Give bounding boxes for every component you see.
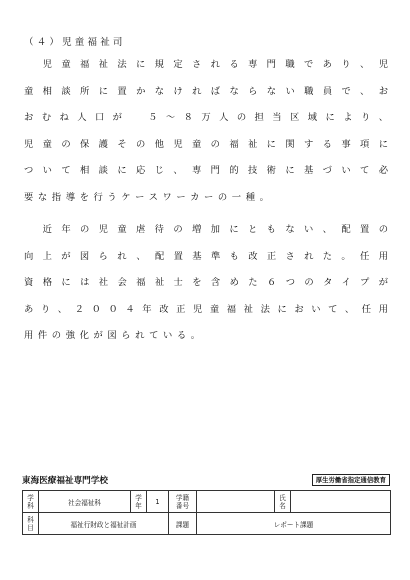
text-line: ついて相談に応じ、専門的技術に基づいて必: [24, 165, 388, 176]
paragraph-2: [24, 217, 388, 350]
accreditation-badge: 厚生労働省指定通信教育: [312, 474, 390, 486]
text-line: 児童福祉法に規定される専門職であり、児: [24, 59, 388, 70]
text-line: 近年の児童虐待の増加にともない、配置の: [24, 224, 388, 235]
text-line: 童相談所に置かなければならない職員で、お: [24, 85, 388, 97]
text-line: 向上が図られ、配置基準も改正された。任用: [24, 250, 388, 262]
dept-value: 社会福祉科: [39, 491, 131, 513]
dept-label: 学 科: [23, 491, 39, 513]
name-field[interactable]: [291, 491, 391, 513]
text-line: 児童の保護その他児童の福祉に関する事項に: [24, 138, 388, 150]
subject-value: 福祉行財政と福祉計画: [39, 513, 169, 535]
assignment-value: レポート課題: [197, 513, 391, 535]
school-name: 東海医療福祉専門学校: [22, 476, 108, 486]
year-value: 1: [147, 491, 169, 513]
text-line: 要な指導を行うケースワーカーの一種。: [24, 191, 274, 203]
subject-label: 科 目: [23, 513, 39, 535]
text-line: あり、２００４年改正児童福祉法において、任用: [24, 303, 388, 315]
student-no-label: 学籍 番号: [169, 491, 197, 513]
assignment-label: 課題: [169, 513, 197, 535]
text-line: 用件の強化が図られている。: [24, 330, 205, 341]
text-line: おむね人口が ５～８万人の担当区域により、: [24, 112, 388, 123]
name-label: 氏 名: [275, 491, 291, 513]
section-heading: （４）児童福祉司: [24, 37, 126, 48]
year-label: 学 年: [131, 491, 147, 513]
student-info-table: [22, 490, 391, 535]
table-row: [23, 513, 391, 535]
text-line: 資格には社会福祉士を含めた６つのタイプが: [24, 277, 388, 288]
paragraph-1: [24, 52, 388, 211]
table-row: [23, 491, 391, 513]
body-text: [24, 52, 388, 356]
student-no-field[interactable]: [197, 491, 275, 513]
